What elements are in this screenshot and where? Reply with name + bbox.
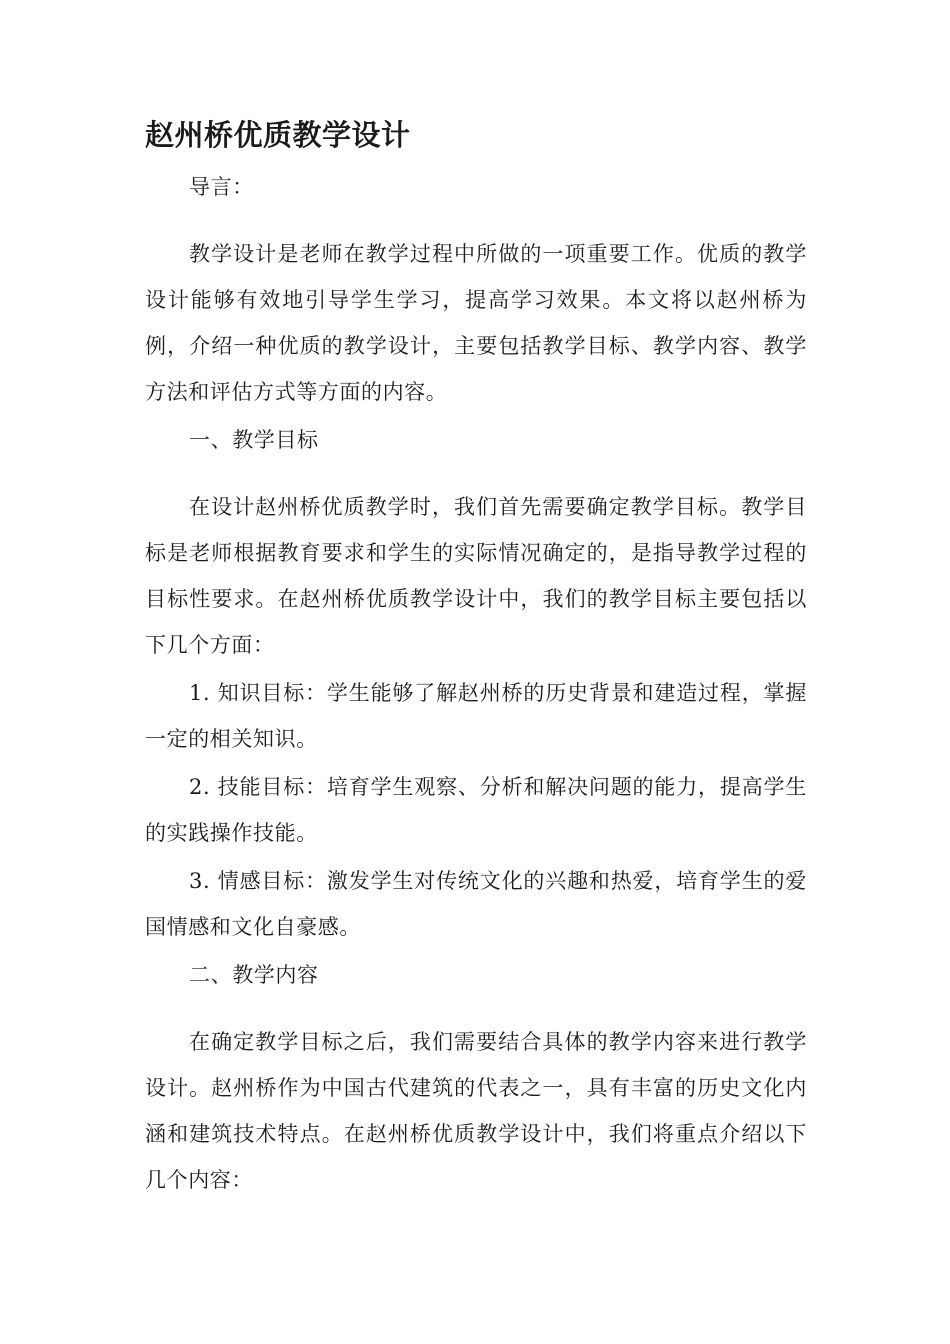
intro-paragraph: 教学设计是老师在教学过程中所做的一项重要工作。优质的教学设计能够有效地引导学生学习，提高学习效果。本文将以赵州桥为例，介绍一种优质的教学设计，主要包括教学目标、教学内容、教学方法和评估方式等方面的内容。 [145,242,807,404]
section-heading-content: 二、教学内容 [189,963,319,987]
section-heading-objectives: 一、教学目标 [189,428,319,452]
objective-item-emotion: 3. 情感目标：激发学生对传统文化的兴趣和热爱，培育学生的爱国情感和文化自豪感。 [145,869,807,939]
document-body [145,112,807,1203]
intro-label: 导言： [189,175,254,199]
objective-item-skills: 2. 技能目标：培育学生观察、分析和解决问题的能力，提高学生的实践操作技能。 [145,775,807,845]
document-title: 赵州桥优质教学设计 [145,118,411,152]
content-paragraph: 在确定教学目标之后，我们需要结合具体的教学内容来进行教学设计。赵州桥作为中国古代建筑的代表之一，具有丰富的历史文化内涵和建筑技术特点。在赵州桥优质教学设计中，我们将重点介绍以下几个内容： [145,1030,807,1192]
objectives-paragraph: 在设计赵州桥优质教学时，我们首先需要确定教学目标。教学目标是老师根据教育要求和学生的实际情况确定的，是指导教学过程的目标性要求。在赵州桥优质教学设计中，我们的教学目标主要包括以下几个方面： [145,495,807,657]
objective-item-knowledge: 1. 知识目标：学生能够了解赵州桥的历史背景和建造过程，掌握一定的相关知识。 [145,681,807,751]
